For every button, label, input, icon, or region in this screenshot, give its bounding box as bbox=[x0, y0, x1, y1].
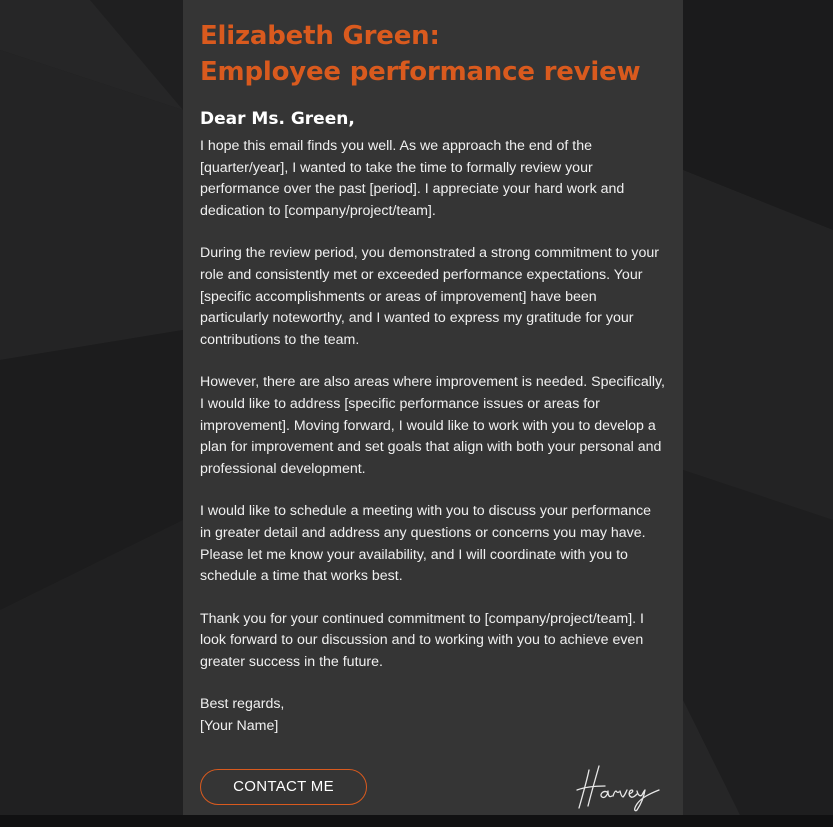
contact-me-button[interactable]: CONTACT ME bbox=[200, 769, 367, 805]
bottom-bar bbox=[0, 815, 833, 827]
email-title bbox=[200, 18, 666, 90]
greeting: Dear Ms. Green, bbox=[200, 109, 355, 129]
signoff bbox=[200, 694, 666, 737]
body-paragraph-2: During the review period, you demonstrated a strong commitment to your role and consistently met or exceeded performance expectations. Your [specific accomplishments or areas of improvement] have been particularly noteworthy, and I wanted to express my gratitude for your contributions to the team. bbox=[200, 245, 659, 348]
body-paragraph-5: Thank you for your continued commitment to [company/project/team]. I look forward to our discussion and to working with you to achieve even greater success in the future. bbox=[200, 610, 644, 670]
email-card bbox=[183, 0, 683, 815]
signature-logo bbox=[575, 762, 671, 814]
signer-name: [Your Name] bbox=[200, 718, 279, 735]
body-paragraph-4: I would like to schedule a meeting with you to discuss your performance in greater detail and address any questions or concerns you may have. Please let me know your availability, and I will coordinate with you to schedule a time that works best. bbox=[200, 503, 652, 585]
closing-text: Best regards, bbox=[200, 696, 285, 713]
body-paragraph-3: However, there are also areas where improvement is needed. Specifically, I would like to address [specific performance issues or areas for improvement]. Moving forward, I would like to work with you to develop a plan for improvement and set goals that align with both your personal and professional development. bbox=[200, 374, 665, 477]
body-paragraph-1: I hope this email finds you well. As we approach the end of the [quarter/year], I wanted to take the time to formally review your performance over the past [period]. I appreciate your hard work and dedication to [company/project/team]. bbox=[200, 138, 625, 219]
title-line-subject: Employee performance review bbox=[200, 57, 641, 87]
title-line-name: Elizabeth Green: bbox=[200, 21, 440, 51]
